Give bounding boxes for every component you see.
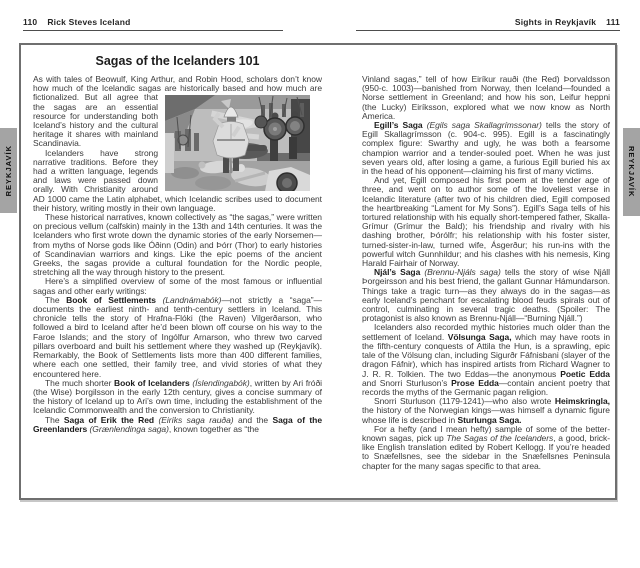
book-title: Rick Steves Iceland (47, 17, 131, 27)
sidebar-title: Sagas of the Icelanders 101 (95, 54, 260, 68)
sidebar-box (19, 43, 617, 500)
page-number-right: 111 (606, 17, 620, 27)
page-header-left (23, 17, 131, 27)
section-title: Sights in Reykjavík (514, 17, 597, 27)
paragraph: Vinland sagas,” tell of how Eiríkur rauði (the Red) Þorvaldsson (950-c. 1003)—banished from Norway, then Iceland—founded a Norse settlement in Greenland; and how his son, Leifur heppni (the Lucky) Eiríksson, explored what we now know as North America. (362, 74, 610, 121)
reykjavik-tab-right-label: REYKJAVÍK (627, 146, 636, 198)
column-left (33, 75, 322, 434)
reykjavik-tab-right (623, 128, 640, 216)
header-rule-left (23, 30, 283, 31)
paragraph: The Saga of Erik the Red (Eiríks saga rauða) and the Saga of the Greenlanders (Grænlendinga saga), known together as “the (33, 414, 322, 434)
paragraph: And yet, Egill composed his first poem at the tender age of three, and went on to author some of the loveliest verse in Icelandic literature (after two of his children died, Egill composed the heartbreaking “Lament for My Sons”). Egill’s Saga tells of his tortured relationship with his equally short-tempered father, Skalla-Grímur (Grímur the Bald); his friendship and rivalry with his dashing brother, Þórólfr; his relationship with his foster sister, turned-sister-in-law, turned wife, Ásgerður; his run-ins with the powerful witch Gunnhildur; and his clashes with his nemesis, King Harald Fairhair of Norway. (362, 175, 610, 269)
paragraph: Icelanders also recorded mythic histories much older than the settlement of Iceland. Völsunga Saga, which may have roots in the fifth-century conquests of Attila the Hun, is a sprawling, epic tale of the Völsung clan, including Sigurðr Fáfnisbani (slayer of the dragon Fáfnir), which has inspired artists from Richard Wagner to J. R. R. Tolkien. The two Eddas—the anonymous Poetic Edda and Snorri Sturluson’s Prose Edda—contain ancient poetry that records the myths of the Germanic pagan religion. (362, 322, 611, 397)
viking-saga-diorama-image (165, 95, 310, 191)
paragraph: For a hefty (and I mean hefty) sample of some of the better-known sagas, pick up The Sagas of the Icelanders, a good, brick-like English translation edited by Robert Kellogg. If you’re headed to Snæfellsnes, see the sidebar in the Snæfellsnes Peninsula chapter for the many sagas specific to that area. (362, 423, 610, 471)
paragraph: Njál’s Saga (Brennu-Njáls saga) tells the story of wise Njáll Þorgeirsson and his best friend, the gallant Gunnar Hámundarson. Things take a tragic turn—as they always do in the sagas—as early Iceland’s penchant for escalating blood feuds spirals out of control, culminating in several tragic deaths. (Spoiler: The protagonist is also known as Brennu-Njáll—“Burning Njáll.”) (362, 267, 610, 324)
paragraph: These historical narratives, known collectively as “the sagas,” were written on precious vellum (calfskin) mainly in the 13th and 14th centuries. It was the Icelanders who first wrote down the dynamic stories of the early Norsemen—from myths of Norse gods like Óðinn (Odin) and Þórr (Thor) to early histories of Scandinavian warriors and kings. Like the epic poems of the ancient Greeks, the sagas provide a cultural foundation for the Nordic people, stretching all the way through history to the present. (33, 212, 322, 278)
reykjavik-tab-left (0, 128, 17, 213)
paragraph: As with tales of Beowulf, King Arthur, and Robin Hood, scholars don’t know how much of the Icelandic sagas are historically based and how much are fictionalized. But all agree that the sagas are an essential resource for understanding both Iceland’s history and the cultural heritage it shares with mainland Scandinavia. (33, 75, 322, 149)
paragraph: The Book of Settlements (Landnámabók)—not strictly a “saga”—documents the earliest ninth- and tenth-century settlers in Iceland. This chronicle tells the story of Hrafna-Flóki (the Raven) Vilgerðarson, who followed a bird to Iceland after he’d been blown off course on his way to the Faroe Islands; and the story of Ingólfur Arnarson, who threw two carved pillars overboard and built his settlement where they washed up (Reykjavík). Remarkably, the Book of Settlements lists more than 400 different families, where each one settled, their family tree, and vivid stories of what they encountered here. (33, 294, 323, 379)
viking-diorama-illustration (165, 95, 310, 191)
paragraph: The much shorter Book of Icelanders (Íslendingabók), written by Ari fróði (the Wise) Þorgilsson in the early 12th century, gives a concise summary of the history of Iceland up to Ari’s own time, including the establishment of the Icelandic Commonwealth and the conversion to Christianity. (33, 377, 323, 416)
paragraph: Egill’s Saga (Egils saga Skallagrímssonar) tells the story of Egill Skallagrímsson (c. 904-c. 995). Egill is a fascinatingly complex figure: Swarthy and ugly, he was both a fearsome champion warrior and a tender-souled poet. When he was just seven years old, after losing a game, a furious Egill buried his ax in the head of his opponent—claiming his first of many victims. (362, 120, 610, 177)
paragraph: Icelanders have strong narrative traditions. Before they had a written language, legends and laws were passed down orally. With Christianity around AD 1000 came the Latin alphabet, which Icelandic scribes used to document their history, writing mostly in their own language. (33, 147, 322, 213)
header-rule-right (356, 30, 620, 31)
paragraph: Snorri Sturluson (1179-1241)—who also wrote Heimskringla, the history of the Norwegian kings—was himself a dynamic figure whose life is described in Sturlunga Saga. (362, 396, 610, 425)
reykjavik-tab-left-label: REYKJAVÍK (4, 144, 13, 197)
page-header-right (515, 17, 620, 27)
column-right (362, 75, 610, 471)
page-number-left: 110 (23, 17, 38, 27)
paragraph: Here’s a simplified overview of some of the most famous or influential sagas and other early writings: (33, 276, 322, 296)
